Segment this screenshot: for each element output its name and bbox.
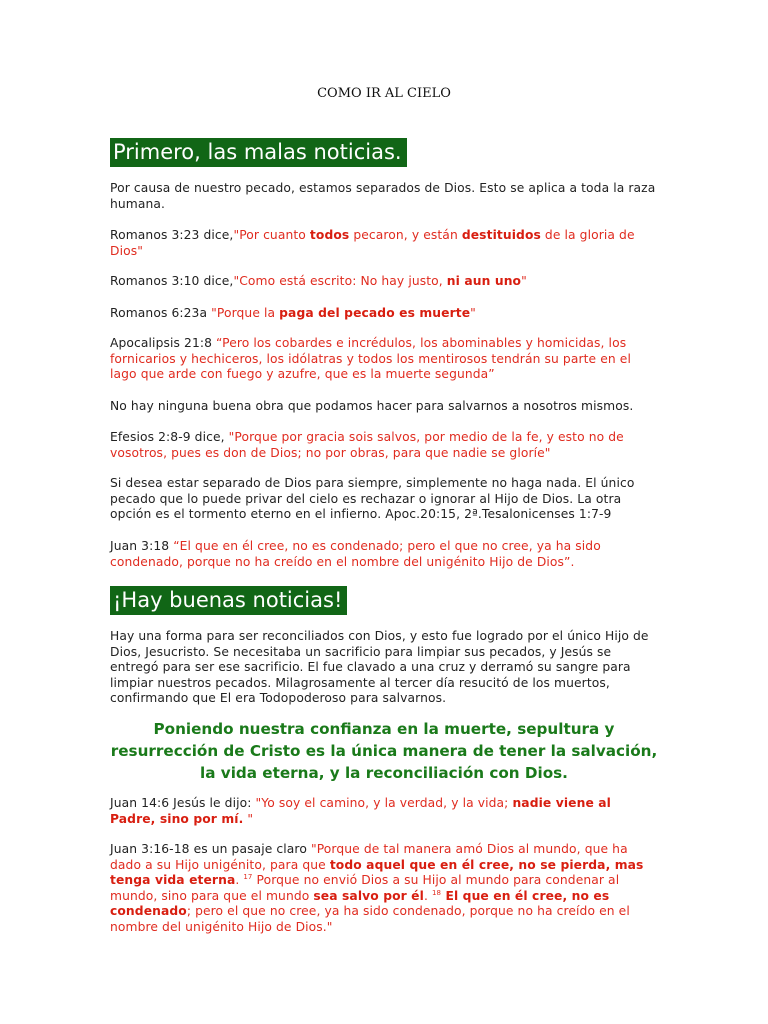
paragraph-separation: Por causa de nuestro pecado, estamos separados de Dios. Esto se aplica a toda la raza humana. [110,181,656,211]
verse-ref: Romanos 3:10 dice, [110,274,234,288]
page-title: COMO IR AL CIELO [317,86,451,101]
paragraph-no-works: No hay ninguna buena obra que podamos hacer para salvarnos a nosotros mismos. [110,399,634,413]
highlight-statement: Poniendo nuestra confianza en la muerte, sepultura y resurrección de Cristo es la única manera de tener la salvación, la vida eterna, y la reconciliación con Dios. [110,720,658,782]
verse-ref: Apocalipsis 21:8 [110,336,217,350]
verse-romanos-6-23: Romanos 6:23a "Porque la paga del pecado es muerte" [110,306,476,320]
verse-ref: Romanos 3:23 dice, [110,228,234,242]
heading-good-news: ¡Hay buenas noticias! [110,586,347,615]
verse-ref: Juan 3:16-18 es un pasaje claro [110,842,311,856]
verse-ref: Juan 14:6 Jesús le dijo: [110,796,256,810]
verse-efesios-2-8: Efesios 2:8-9 dice, "Porque por gracia sois salvos, por medio de la fe, y esto no de vosotros, pues es don de Dios; no por obras, para que nadie se gloríe" [110,430,624,460]
verse-number-18: 18 [431,888,442,897]
verse-apocalipsis-21-8: Apocalipsis 21:8 “Pero los cobardes e incrédulos, los abominables y homicidas, los fornicarios y hechiceros, los idólatras y todos los mentirosos tendrán su parte en el lago que arde con fuego y azufre, que es la muerte segunda” [110,336,631,381]
verse-number-17: 17 [243,872,253,881]
verse-romanos-3-10: Romanos 3:10 dice,"Como está escrito: No hay justo, ni aun uno" [110,274,527,288]
verse-ref: Efesios 2:8-9 dice, [110,430,229,444]
verse-juan-14-6: Juan 14:6 Jesús le dijo: "Yo soy el camino, y la verdad, y la vida; nadie viene al Padre, sino por mí. " [110,796,611,826]
verse-juan-3-16-18: Juan 3:16-18 es un pasaje claro "Porque de tal manera amó Dios al mundo, que ha dado a su Hijo unigénito, para que todo aquel que en él cree, no se pierda, mas tenga vida eterna. $^{17}$ Porque no envió Dios a su Hijo al mundo para condenar al mundo, sino para que el mundo sea salvo por él. $^{18}$ El que en él cree, no es condenado; pero el que no cree, ya ha sido condenado, porque no ha creído en el nombre del unigénito Hijo de Dios." [110,842,644,934]
heading-bad-news: Primero, las malas noticias. [110,138,407,167]
verse-ref: Romanos 6:23a [110,306,212,320]
paragraph-reconciliation: Hay una forma para ser reconciliados con Dios, y esto fue logrado por el único Hijo de Dios, Jesucristo. Se necesitaba un sacrificio para limpiar sus pecados, y Jesús se entregó para ser ese sacrificio. El fue clavado a una cruz y derramó su sangre para limpiar nuestros pecados. Milagrosamente al tercer día resucitó de los muertos, confirmando que El era Todopoderoso para salvarnos. [110,629,649,705]
verse-juan-3-18: Juan 3:18 “El que en él cree, no es condenado; pero el que no cree, ya ha sido condenado, porque no ha creído en el nombre del unigénito Hijo de Dios”. [110,539,601,569]
paragraph-separated-forever: Si desea estar separado de Dios para siempre, simplemente no haga nada. El único pecado que lo puede privar del cielo es rechazar o ignorar al Hijo de Dios. La otra opción es el tormento eterno en el infierno. Apoc.20:15, 2ª.Tesalonicenses 1:7-9 [110,476,635,521]
verse-romanos-3-23: Romanos 3:23 dice,"Por cuanto todos pecaron, y están destituidos de la gloria de Dios" [110,228,635,258]
verse-ref: Juan 3:18 [110,539,174,553]
